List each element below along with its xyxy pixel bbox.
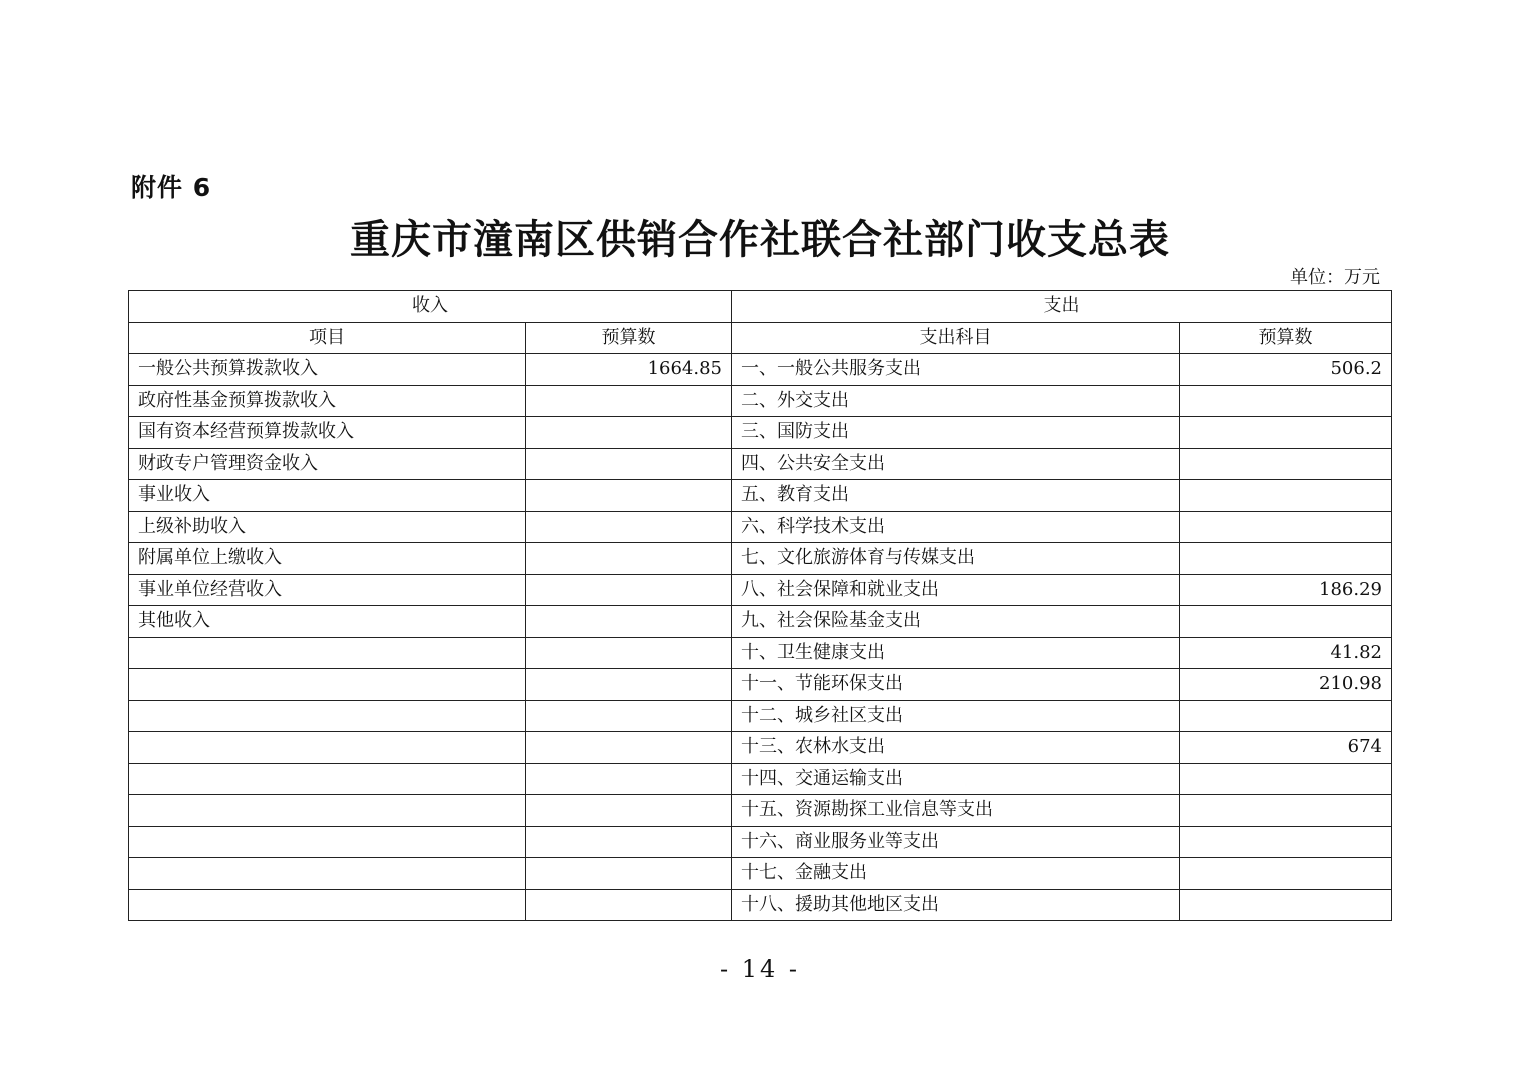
table-row (129, 858, 1392, 890)
income-budget-cell (526, 417, 732, 449)
expense-budget-cell (1180, 543, 1392, 575)
income-item-cell: 事业单位经营收入 (129, 574, 526, 606)
income-budget-cell (526, 858, 732, 890)
expense-item-cell: 十八、援助其他地区支出 (732, 889, 1180, 921)
table-row (129, 826, 1392, 858)
expense-item-cell: 六、科学技术支出 (732, 511, 1180, 543)
expense-budget-cell: 506.2 (1180, 354, 1392, 386)
income-item-cell (129, 763, 526, 795)
expense-item-cell: 十五、资源勘探工业信息等支出 (732, 795, 1180, 827)
table-row (129, 889, 1392, 921)
table-row (129, 354, 1392, 386)
expense-item-cell: 三、国防支出 (732, 417, 1180, 449)
group-header-row (129, 291, 1392, 323)
income-budget-cell (526, 732, 732, 764)
income-budget-cell (526, 448, 732, 480)
expense-budget-cell (1180, 417, 1392, 449)
income-item-cell: 上级补助收入 (129, 511, 526, 543)
expense-item-cell: 十一、节能环保支出 (732, 669, 1180, 701)
income-budget-cell (526, 637, 732, 669)
expense-budget-cell: 41.82 (1180, 637, 1392, 669)
document-title: 重庆市潼南区供销合作社联合社部门收支总表 (350, 216, 1170, 263)
expense-budget-cell (1180, 795, 1392, 827)
column-header-row (129, 322, 1392, 354)
income-budget-header: 预算数 (526, 322, 732, 354)
expense-budget-cell: 186.29 (1180, 574, 1392, 606)
table-row (129, 669, 1392, 701)
income-item-cell (129, 637, 526, 669)
income-item-cell (129, 826, 526, 858)
expense-budget-cell (1180, 511, 1392, 543)
expense-budget-cell: 674 (1180, 732, 1392, 764)
income-expense-table (128, 290, 1392, 921)
income-item-cell (129, 795, 526, 827)
table-row (129, 574, 1392, 606)
expense-item-cell: 七、文化旅游体育与传媒支出 (732, 543, 1180, 575)
expense-budget-cell (1180, 606, 1392, 638)
table-row (129, 385, 1392, 417)
attachment-label: 附件 6 (131, 173, 212, 202)
table-row (129, 795, 1392, 827)
expense-budget-header: 预算数 (1180, 322, 1392, 354)
income-budget-cell (526, 480, 732, 512)
expense-budget-cell: 210.98 (1180, 669, 1392, 701)
income-budget-cell (526, 606, 732, 638)
income-budget-cell: 1664.85 (526, 354, 732, 386)
income-item-cell (129, 858, 526, 890)
table-row (129, 637, 1392, 669)
table-row (129, 543, 1392, 575)
income-budget-cell (526, 795, 732, 827)
expense-item-header: 支出科目 (732, 322, 1180, 354)
income-item-cell (129, 889, 526, 921)
expense-item-cell: 一、一般公共服务支出 (732, 354, 1180, 386)
table-row (129, 417, 1392, 449)
income-budget-cell (526, 669, 732, 701)
expense-item-cell: 二、外交支出 (732, 385, 1180, 417)
expense-budget-cell (1180, 763, 1392, 795)
table-row (129, 732, 1392, 764)
table-body (129, 354, 1392, 921)
table-row (129, 511, 1392, 543)
expense-item-cell: 十四、交通运输支出 (732, 763, 1180, 795)
expense-budget-cell (1180, 448, 1392, 480)
expense-item-cell: 十三、农林水支出 (732, 732, 1180, 764)
expense-item-cell: 四、公共安全支出 (732, 448, 1180, 480)
income-budget-cell (526, 700, 732, 732)
expense-item-cell: 十二、城乡社区支出 (732, 700, 1180, 732)
table-row (129, 480, 1392, 512)
income-item-cell: 政府性基金预算拨款收入 (129, 385, 526, 417)
expense-budget-cell (1180, 889, 1392, 921)
table-row (129, 606, 1392, 638)
expense-item-cell: 十七、金融支出 (732, 858, 1180, 890)
table-row (129, 700, 1392, 732)
income-budget-cell (526, 826, 732, 858)
income-item-cell: 国有资本经营预算拨款收入 (129, 417, 526, 449)
income-item-cell: 财政专户管理资金收入 (129, 448, 526, 480)
income-budget-cell (526, 574, 732, 606)
expense-budget-cell (1180, 700, 1392, 732)
expense-item-cell: 九、社会保险基金支出 (732, 606, 1180, 638)
income-budget-cell (526, 511, 732, 543)
expense-item-cell: 十、卫生健康支出 (732, 637, 1180, 669)
expense-budget-cell (1180, 385, 1392, 417)
income-budget-cell (526, 385, 732, 417)
income-item-cell: 一般公共预算拨款收入 (129, 354, 526, 386)
income-group-header: 收入 (129, 291, 732, 323)
unit-label: 单位：万元 (1290, 267, 1380, 288)
expense-budget-cell (1180, 826, 1392, 858)
income-item-cell: 其他收入 (129, 606, 526, 638)
expense-group-header: 支出 (732, 291, 1392, 323)
income-budget-cell (526, 889, 732, 921)
page-number: - 14 - (719, 955, 800, 983)
expense-budget-cell (1180, 858, 1392, 890)
expense-budget-cell (1180, 480, 1392, 512)
income-item-cell (129, 669, 526, 701)
income-item-header: 项目 (129, 322, 526, 354)
expense-item-cell: 八、社会保障和就业支出 (732, 574, 1180, 606)
income-budget-cell (526, 763, 732, 795)
table-row (129, 448, 1392, 480)
expense-item-cell: 五、教育支出 (732, 480, 1180, 512)
income-budget-cell (526, 543, 732, 575)
table-row (129, 763, 1392, 795)
expense-item-cell: 十六、商业服务业等支出 (732, 826, 1180, 858)
income-item-cell: 附属单位上缴收入 (129, 543, 526, 575)
income-item-cell: 事业收入 (129, 480, 526, 512)
income-item-cell (129, 700, 526, 732)
income-item-cell (129, 732, 526, 764)
